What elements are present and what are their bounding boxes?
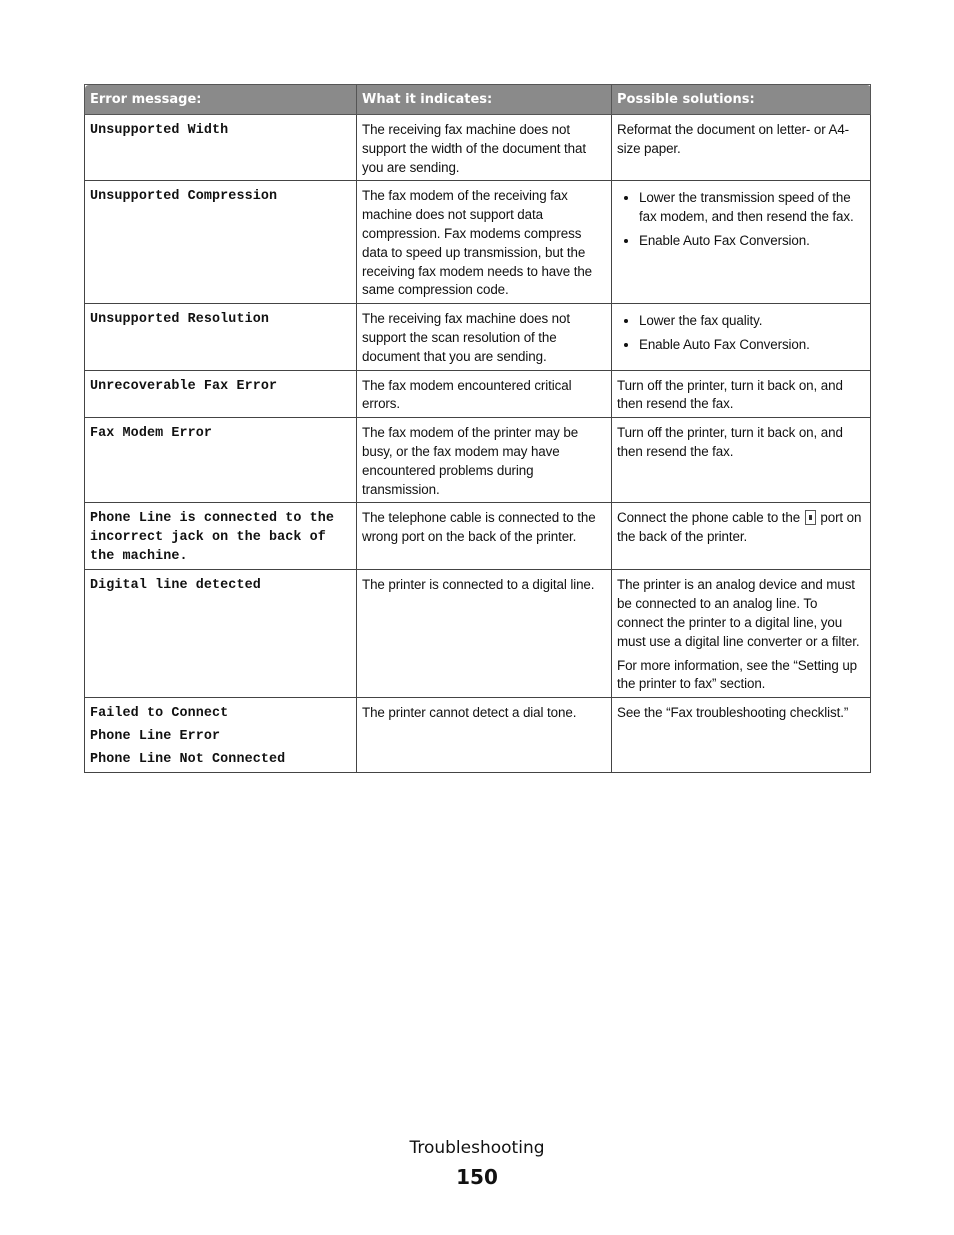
table-row — [85, 115, 871, 181]
error-message-cell — [85, 181, 357, 304]
solutions-cell — [612, 115, 871, 181]
indication-cell: The fax modem encountered critical errors. — [357, 370, 612, 418]
solutions-list — [617, 312, 865, 355]
table-row — [85, 370, 871, 418]
error-message-cell — [85, 418, 357, 503]
error-message-text: Phone Line Error — [90, 729, 221, 745]
header-what-it-indicates: What it indicates: — [357, 85, 612, 115]
header-error-message: Error message: — [85, 85, 357, 115]
line-port-icon — [805, 510, 816, 525]
error-message-cell — [85, 304, 357, 370]
solution-list-item: • Enable Auto Fax Conversion. — [639, 232, 865, 251]
error-message-cell — [85, 570, 357, 698]
table-row — [85, 418, 871, 503]
table-row — [85, 503, 871, 570]
solutions-cell — [612, 570, 871, 698]
solutions-list — [617, 189, 865, 250]
solutions-cell — [612, 370, 871, 418]
error-message-text: Phone Line Not Connected — [90, 752, 286, 768]
solutions-cell — [612, 698, 871, 773]
error-table-container — [84, 84, 870, 773]
error-message-text: Unsupported Width — [90, 123, 229, 138]
error-message-cell — [85, 698, 357, 773]
solution-paragraph: For more information, see the “Setting up the printer to fax” section. — [617, 657, 858, 692]
solution-paragraph: Turn off the printer, turn it back on, and then resend the fax. — [617, 377, 843, 412]
indication-cell: The receiving fax machine does not support the scan resolution of the document that you are sending. — [357, 304, 612, 370]
footer-section-title: Troubleshooting — [409, 1138, 545, 1158]
solution-paragraph: The printer is an analog device and must be connected to an analog line. To connect the printer to a digital line, you must use a digital line converter or a filter. — [617, 577, 860, 649]
table-body — [85, 115, 871, 773]
indication-cell: The receiving fax machine does not support the width of the document that you are sending. — [357, 115, 612, 181]
error-message-cell — [85, 370, 357, 418]
solutions-cell — [612, 181, 871, 304]
solutions-cell — [612, 304, 871, 370]
solution-paragraph — [617, 509, 865, 547]
error-message-cell — [85, 115, 357, 181]
solution-paragraph: Reformat the document on letter- or A4-size paper. — [617, 122, 850, 156]
fax-error-table — [84, 84, 871, 773]
table-header-row — [85, 85, 871, 115]
indication-cell: The fax modem of the printer may be busy, or the fax modem may have encountered problems during transmission. — [357, 418, 612, 503]
error-message-text: Fax Modem Error — [90, 426, 213, 442]
solution-list-item: • Enable Auto Fax Conversion. — [639, 336, 865, 355]
error-message-cell — [85, 503, 357, 570]
error-message-text: Phone Line is connected to the incorrect jack on the back of the machine. — [90, 511, 335, 565]
indication-cell: The printer is connected to a digital line. — [357, 570, 612, 698]
error-message-text: Unrecoverable Fax Error — [90, 378, 278, 394]
indication-cell: The fax modem of the receiving fax machine does not support data compression. Fax modems compress data to speed up transmission, but the receiving fax modem needs to have the same compression code. — [357, 181, 612, 304]
header-possible-solutions: Possible solutions: — [612, 85, 871, 115]
solutions-cell — [612, 418, 871, 503]
solution-list-item: • Lower the transmission speed of the fax modem, and then resend the fax. — [639, 189, 865, 227]
table-row — [85, 570, 871, 698]
error-message-text: Failed to Connect — [90, 706, 229, 722]
solution-paragraph: See the “Fax troubleshooting checklist.” — [617, 705, 849, 721]
solution-paragraph: Turn off the printer, turn it back on, and then resend the fax. — [617, 425, 843, 459]
page-number: 150 — [456, 1165, 498, 1189]
error-message-text: Unsupported Compression — [90, 189, 278, 205]
error-message-text: Digital line detected — [90, 578, 261, 594]
table-row — [85, 181, 871, 304]
solution-text-before-icon: Connect the phone cable to the — [617, 510, 801, 526]
indication-cell: The telephone cable is connected to the wrong port on the back of the printer. — [357, 503, 612, 570]
solutions-cell — [612, 503, 871, 570]
indication-cell: The printer cannot detect a dial tone. — [357, 698, 612, 773]
solution-text-after-icon: port on the back of the printer. — [617, 510, 862, 545]
table-row — [85, 698, 871, 773]
table-row — [85, 304, 871, 370]
solution-list-item: • Lower the fax quality. — [639, 312, 865, 331]
error-message-text: Unsupported Resolution — [90, 312, 269, 328]
